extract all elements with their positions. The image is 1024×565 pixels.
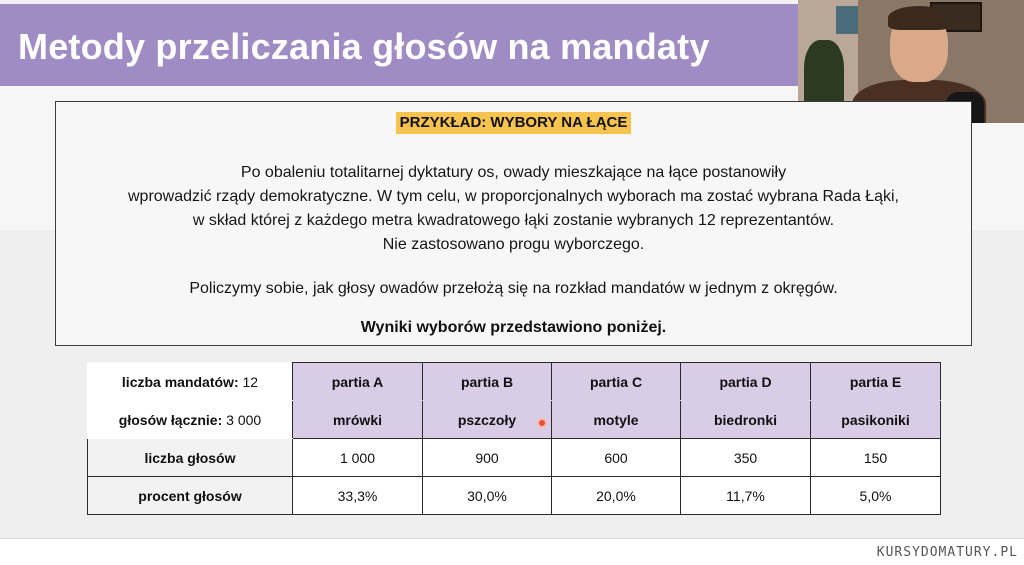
table-row-percent	[88, 477, 941, 515]
seats-value: 12	[242, 373, 259, 390]
percent-cell: 20,0%	[552, 477, 681, 515]
bottom-divider	[0, 538, 1024, 539]
example-footer: Wyniki wyborów przedstawiono poniżej.	[360, 319, 667, 336]
insect-cell: motyle	[552, 401, 681, 439]
example-heading	[56, 112, 971, 134]
example-line: wprowadzić rządy demokratyczne. W tym celu, w proporcjonalnych wyborach ma zostać wybrana Rada Łąki,	[128, 188, 899, 205]
insect-cell: biedronki	[681, 401, 811, 439]
votes-cell: 900	[423, 439, 552, 477]
percent-row-label: procent głosów	[88, 477, 293, 515]
percent-cell: 11,7%	[681, 477, 811, 515]
table-row-parties	[88, 363, 941, 401]
table-row-insects	[88, 401, 941, 439]
results-table	[87, 362, 941, 515]
total-votes-cell	[88, 401, 293, 439]
example-line: Nie zastosowano progu wyborczego.	[382, 236, 645, 253]
percent-cell: 5,0%	[811, 477, 941, 515]
votes-row-label: liczba głosów	[88, 439, 293, 477]
insect-cell: mrówki	[293, 401, 423, 439]
watermark: KURSYDOMATURY.PL	[876, 545, 1018, 560]
example-box	[55, 101, 972, 346]
votes-cell: 1 000	[293, 439, 423, 477]
percent-cell: 33,3%	[293, 477, 423, 515]
example-line: Po obaleniu totalitarnej dyktatury os, owady mieszkające na łące postanowiły	[240, 164, 787, 181]
percent-cell: 30,0%	[423, 477, 552, 515]
example-description	[56, 161, 971, 301]
example-line: Policzymy sobie, jak głosy owadów przełożą się na rozkład mandatów w jednym z okręgów.	[189, 280, 838, 297]
votes-cell: 600	[552, 439, 681, 477]
table-row-votes	[88, 439, 941, 477]
votes-cell: 150	[811, 439, 941, 477]
party-name-cell: partia A	[293, 363, 423, 401]
party-name-cell: partia C	[552, 363, 681, 401]
party-name-cell: partia D	[681, 363, 811, 401]
votes-cell: 350	[681, 439, 811, 477]
party-name-cell: partia E	[811, 363, 941, 401]
example-heading-text: PRZYKŁAD: WYBORY NA ŁĄCE	[396, 112, 632, 134]
example-line: w skład której z każdego metra kwadratowego łąki zostanie wybranych 12 reprezentantów.	[192, 212, 835, 229]
total-votes-label: głosów łącznie:	[118, 411, 223, 428]
insect-cell: pszczoły	[423, 401, 552, 439]
total-votes-value: 3 000	[226, 411, 262, 428]
insect-cell: pasikoniki	[811, 401, 941, 439]
party-name-cell: partia B	[423, 363, 552, 401]
pointer-indicator	[537, 418, 547, 428]
seats-cell	[88, 363, 293, 401]
slide-title: Metody przeliczania głosów na mandaty	[0, 4, 798, 86]
seats-label: liczba mandatów:	[121, 373, 239, 390]
